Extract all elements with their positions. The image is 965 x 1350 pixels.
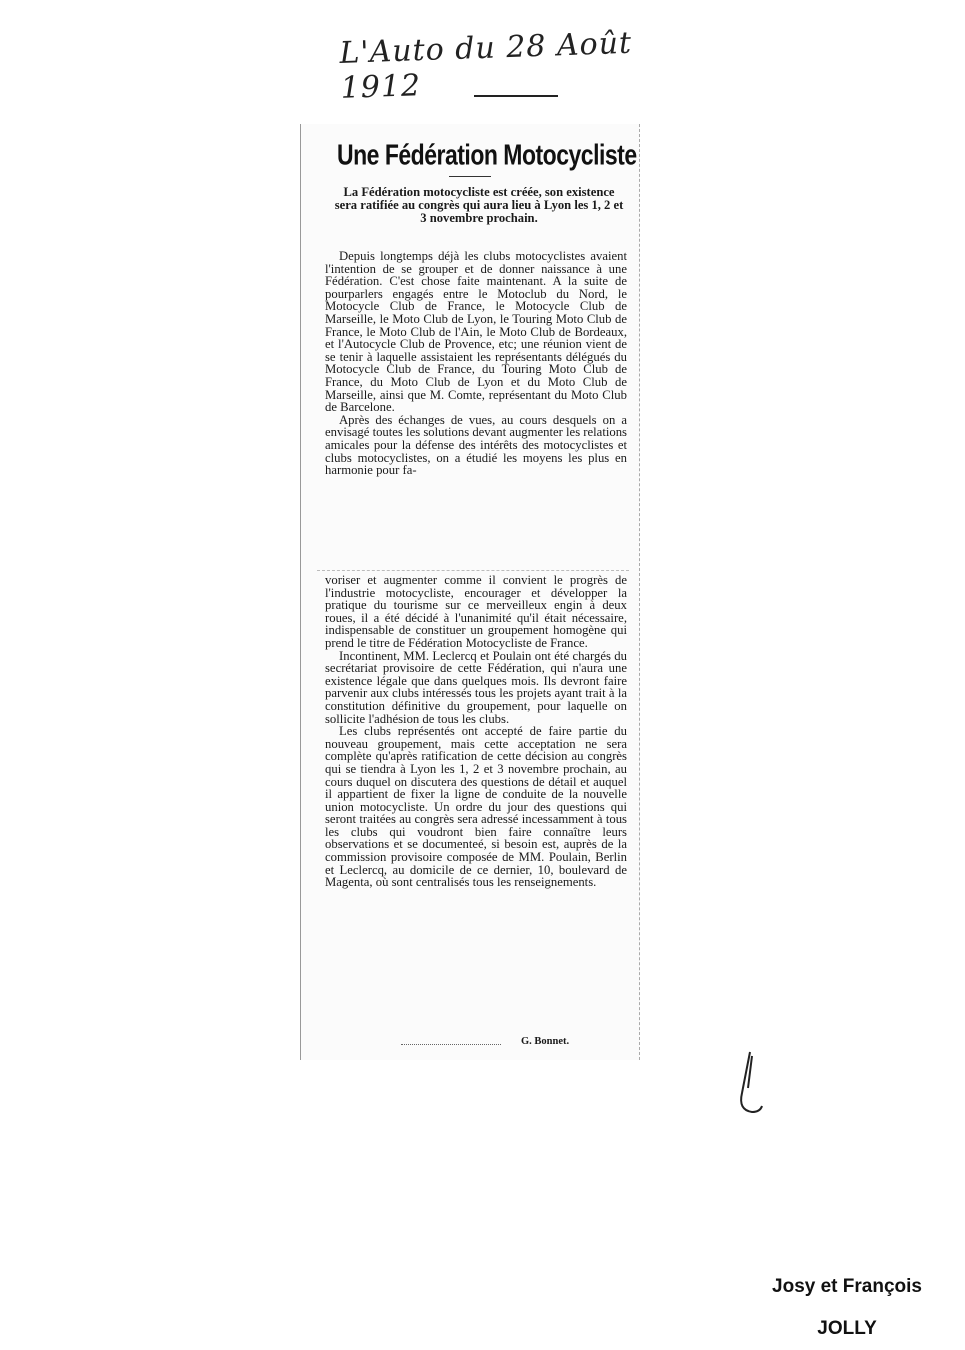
paragraph: Incontinent, MM. Leclercq et Poulain ont été chargés du secrétariat provisoire de cette Fédération, qui n'aura une existence légale que dans quelques mois. Ils devront faire parvenir aux clubs intéressés tous les projets ayant trait à la constitution définitive du groupement, pour laquelle on sollicite l'adhésion de tous les clubs.: [325, 648, 627, 726]
handwritten-underline: [474, 95, 558, 97]
article-body-part2: [325, 574, 627, 889]
credit-surname: JOLLY: [817, 1318, 877, 1339]
column-break: [317, 570, 629, 571]
credit-block: [747, 1266, 947, 1350]
article-title: Une Fédération Motocycliste: [337, 138, 637, 171]
credit-names: Josy et François: [772, 1276, 922, 1297]
paragraph: Après des échanges de vues, au cours desquels on a envisagé toutes les solutions devant augmenter les relations amicales pour la défense des intérêts des motocyclistes et clubs motocyclistes, on a étudié les moyens les plus en harmonie pour fa-: [325, 412, 627, 478]
article-signature: G. Bonnet.: [521, 1036, 570, 1047]
handwritten-source-note: L'Auto du 28 Août 1912: [338, 25, 633, 106]
paragraph: Les clubs représentés ont accepté de faire partie du nouveau groupement, mais cette acceptation ne sera complète qu'après ratification de cette décision au congrès qui se tiendra à Lyon les 1, 2 et 3 novembre prochain, au cours duquel on discutera des questions de détail et auquel il appartient de fixer la ligne de conduite de la nouvelle union motocycliste. Un ordre du jour des questions qui seront traitées au congrès sera adressé incessamment à tous les clubs qui voudront bien faire connaître leurs observations et se documenteé, si besoin est, auprès de la commission provisoire composée de MM. Poulain, Berlin et Leclercq, au domicile de ce dernier, 10, boulevard de Magenta, où sont centralisés tous les renseignements.: [325, 724, 627, 890]
article-subhead: La Fédération motocycliste est créée, son existence sera ratifiée au congrès qui aura lieu à Lyon les 1, 2 et 3 novembre prochain.: [334, 185, 624, 225]
title-divider: [449, 176, 491, 177]
article-body-part1: [325, 250, 627, 477]
paragraph: voriser et augmenter comme il convient le progrès de l'industrie motocycliste, encourager et développer la pratique du tourisme sur ce merveilleux engin à deux roues, il a été décidé à l'unanimité qu'il était nécessaire, indispensable de constituer un groupement homogène qui prend le titre de Fédération Motocycliste de France.: [325, 573, 627, 650]
signature-rule: [401, 1044, 501, 1045]
newspaper-clipping: [300, 124, 640, 1060]
margin-pen-mark: [730, 1048, 770, 1118]
paragraph: Depuis longtemps déjà les clubs motocyclistes avaient l'intention de se grouper et de donner naissance à une Fédération. C'est chose faite maintenant. A la suite de pourparlers engagés entre le Motoclub du Nord, le Motocycle Club de France, le Motocycle Club de Marseille, le Moto Club de Lyon, le Touring Moto Club de France, le Moto Club de l'Ain, le Moto Club de Bordeaux, et l'Autocycle Club de Provence, etc; une réunion vient de se tenir à laquelle assistaient les représentants délégués du Motocycle Club de France, du Touring Moto Club de France, du Moto Club de Lyon et du Moto Club de Marseille, ainsi que M. Comte, représentant du Moto Club de Barcelone.: [325, 249, 627, 415]
